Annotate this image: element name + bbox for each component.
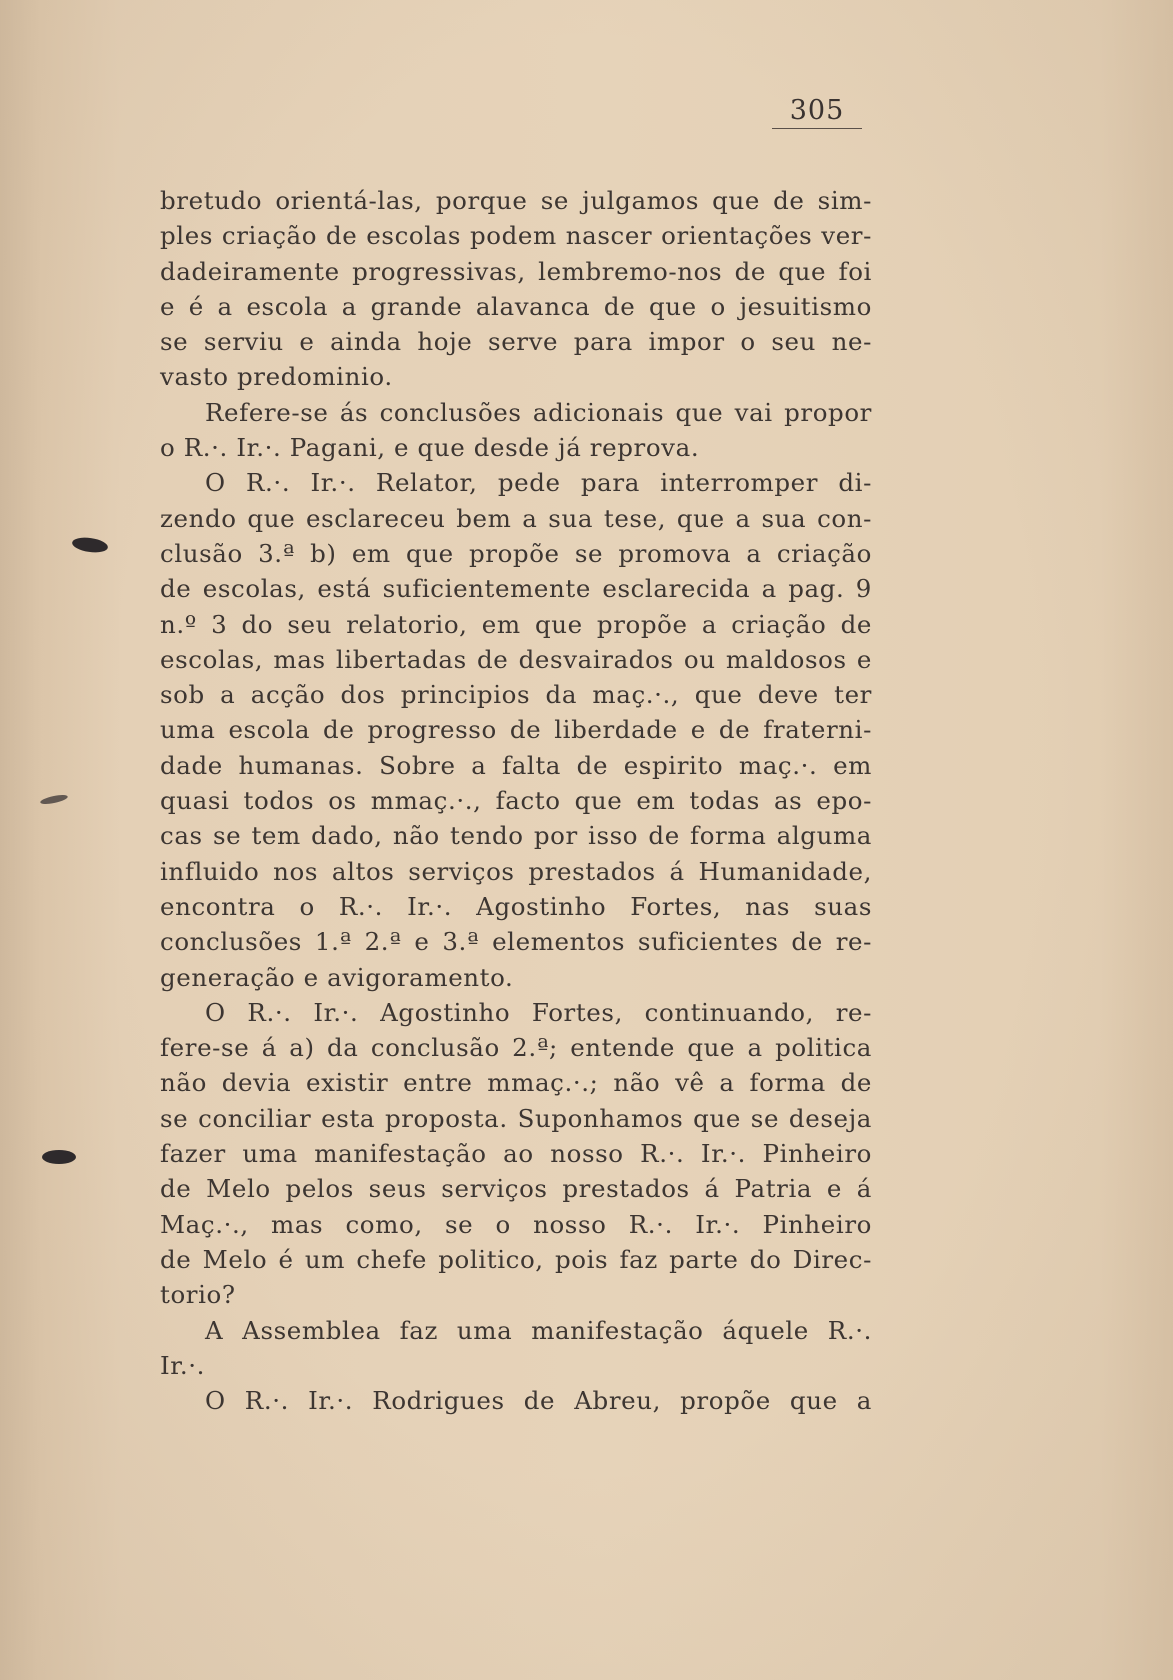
text-line: O R.·. Ir.·. Rodrigues de Abreu, propõe que a [205,1386,872,1416]
page-number: 305 [772,95,862,129]
text-line: dade humanas. Sobre a falta de espirito maç.·. em [160,750,872,780]
ink-blot-mark [40,793,69,806]
text-line: fazer uma manifestação ao nosso R.·. Ir.·. Pinheiro [160,1139,872,1169]
text-line: clusão 3.ª b) em que propõe se promova a criação [160,538,872,568]
text-line: A Assemblea faz uma manifestação áquele R.·. [205,1315,872,1345]
text-line: bretudo orientá-las, porque se julgamos que de sim- [160,186,872,215]
text-line: o R.·. Ir.·. Pagani, e que desde já reprova. [160,433,700,463]
text-line: O R.·. Ir.·. Agostinho Fortes, continuando, re- [205,997,872,1027]
text-line: escolas, mas libertadas de desvairados ou maldosos e [160,644,872,674]
text-line: de escolas, está suficientemente esclarecida a pag. 9 [160,574,872,604]
text-line: zendo que esclareceu bem a sua tese, que a sua con- [160,503,872,533]
text-line: dadeiramente progressivas, lembremo-nos de que foi [160,256,872,286]
text-line: se conciliar esta proposta. Suponhamos que se deseja [160,1103,872,1133]
text-line: não devia existir entre mmaç.·.; não vê a forma de [160,1068,872,1098]
page-body-text [160,183,872,1418]
text-line: fere-se á a) da conclusão 2.ª; entende que a politica [160,1033,872,1063]
text-line: se serviu e ainda hoje serve para impor o seu ne- [160,327,872,357]
ink-blot-mark [42,1150,76,1164]
text-line: O R.·. Ir.·. Relator, pede para interromper di- [205,468,872,498]
text-line: generação e avigoramento. [160,962,514,992]
text-line: torio? [160,1280,236,1310]
text-line: de Melo é um chefe politico, pois faz parte do Direc- [160,1244,872,1274]
text-line: ples criação de escolas podem nascer orientações ver- [160,221,872,251]
text-line: Ir.·. [160,1350,206,1380]
text-line: sob a acção dos principios da maç.·., que deve ter [160,680,872,710]
text-line: n.º 3 do seu relatorio, em que propõe a criação de [160,609,872,639]
text-line: quasi todos os mmaç.·., facto que em todas as epo- [160,786,872,816]
text-line: e é a escola a grande alavanca de que o jesuitismo [160,291,872,321]
text-line: Refere-se ás conclusões adicionais que vai propor [205,397,872,427]
text-line: vasto predominio. [160,362,393,392]
text-line: Maç.·., mas como, se o nosso R.·. Ir.·. Pinheiro [160,1209,872,1239]
text-line: conclusões 1.ª 2.ª e 3.ª elementos suficientes de re- [160,927,872,957]
text-line: uma escola de progresso de liberdade e de fraterni- [160,715,872,745]
text-line: encontra o R.·. Ir.·. Agostinho Fortes, nas suas [160,891,872,921]
text-line: cas se tem dado, não tendo por isso de forma alguma [160,821,872,851]
text-line: de Melo pelos seus serviços prestados á Patria e á [160,1174,872,1204]
ink-blot-mark [71,536,109,555]
text-line: influido nos altos serviços prestados á Humanidade, [160,856,872,886]
